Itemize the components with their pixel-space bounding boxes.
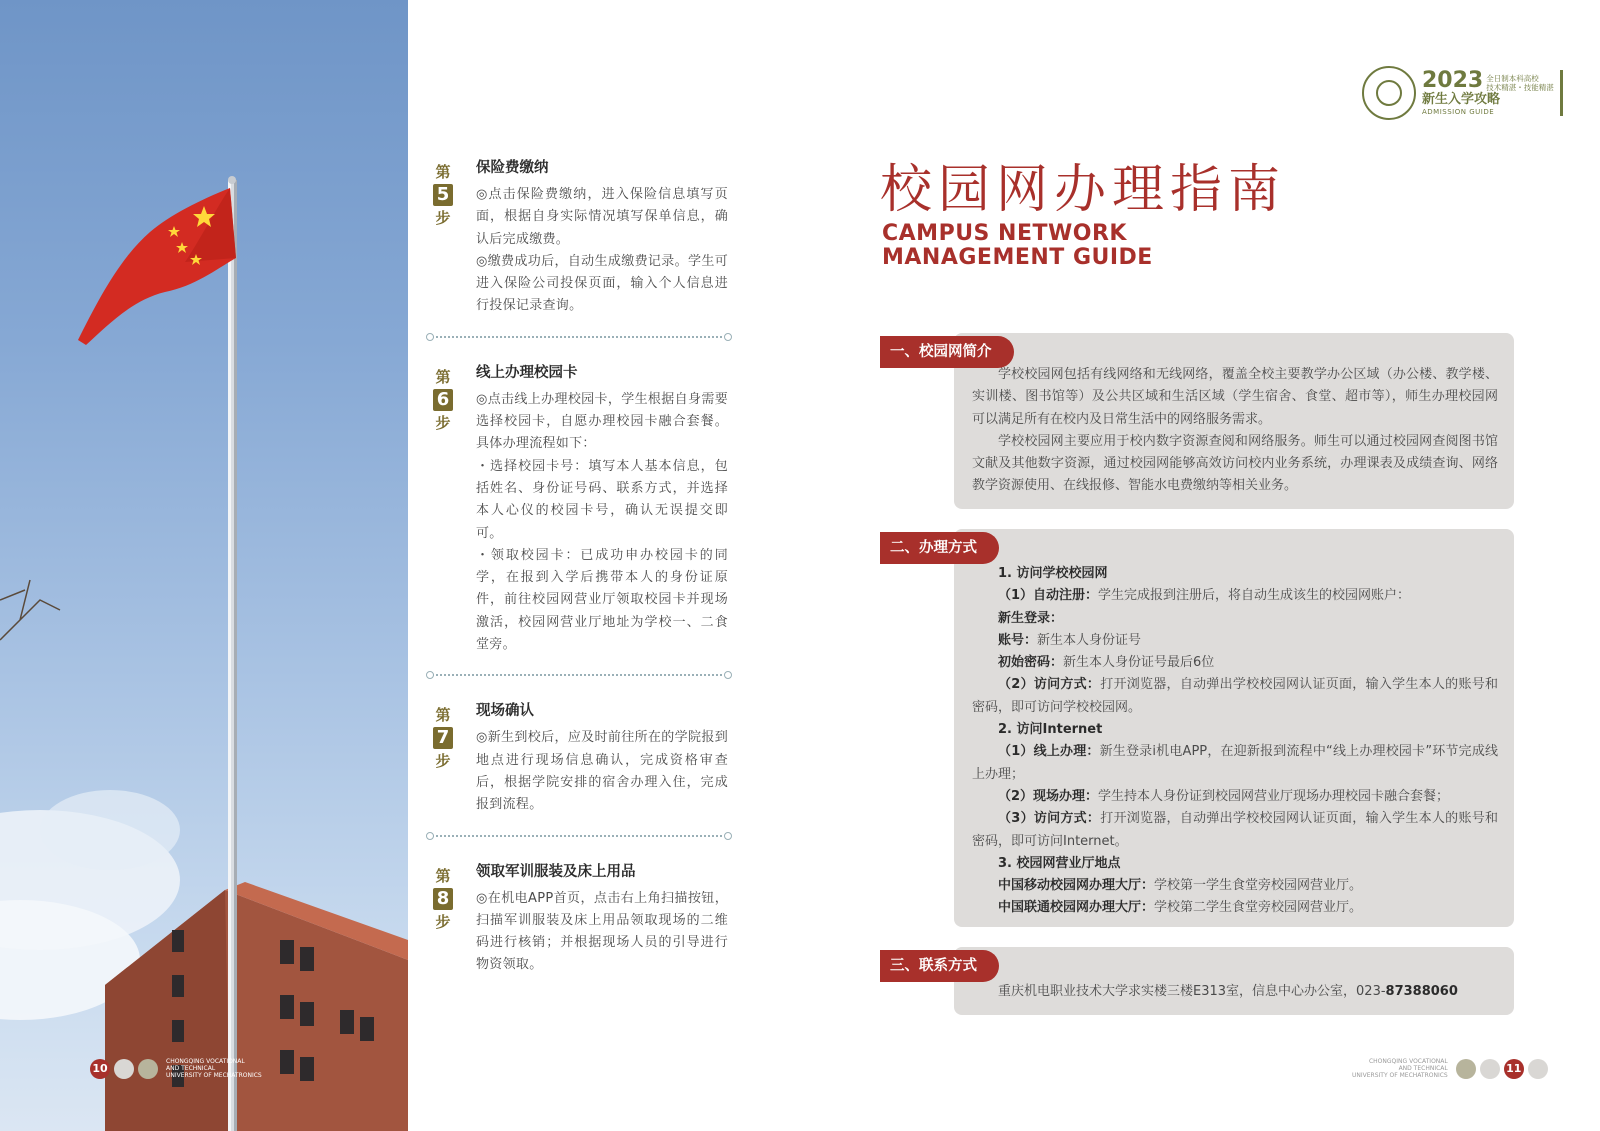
right-page-number: [1352, 1058, 1548, 1079]
flag-photo-illustration: [0, 0, 408, 1131]
step-number: 6: [433, 389, 453, 411]
step-tag: 第 5 步: [432, 162, 454, 228]
steps-column: [432, 158, 728, 977]
step-tag: 第 7 步: [432, 705, 454, 771]
brand-year: 2023: [1422, 68, 1484, 93]
brand-en: ADMISSION GUIDE: [1422, 108, 1495, 116]
university-name-en: CHONGQING VOCATIONAL AND TECHNICAL UNIVERSITY OF MECHATRONICS: [1352, 1058, 1448, 1079]
page-title: 校园网办理指南: [880, 160, 1287, 220]
flag-photo: [0, 0, 408, 1131]
step-8: [432, 862, 728, 977]
university-name-en: CHONGQING VOCATIONAL AND TECHNICAL UNIVERSITY OF MECHATRONICS: [166, 1058, 262, 1079]
page-number-badge: 10: [90, 1059, 110, 1079]
decor-dot: [138, 1059, 158, 1079]
decor-dot: [1480, 1059, 1500, 1079]
brand-cn: 新生入学攻略: [1422, 92, 1501, 107]
dotted-divider: [432, 835, 722, 838]
step-7: [432, 701, 728, 816]
page-subtitle: CAMPUS NETWORK MANAGEMENT GUIDE: [882, 221, 1153, 270]
step-5: [432, 158, 728, 318]
dotted-divider: [432, 336, 722, 339]
step-title: 线上办理校园卡: [476, 364, 578, 381]
step-number: 8: [433, 888, 453, 910]
step-6: [432, 363, 728, 657]
step-number: 5: [433, 184, 453, 206]
step-tag: 第 8 步: [432, 866, 454, 932]
decor-dot: [114, 1059, 134, 1079]
step-body: ◎点击线上办理校园卡，学生根据自身需要选择校园卡，自愿办理校园卡融合套餐。具体办理流程如下： ・选择校园卡号：填写本人基本信息，包括姓名、身份证号码、联系方式，并选择本人心仪的校园卡号，确认无误提交即可。 ・领取校园卡：已成功申办校园卡的同学，在报到入学后携带本人的身份证原件，前往校园网营业厅领取校园卡并现场激活，校园网营业厅地址为学校一、二食堂旁。: [476, 391, 728, 653]
brand-text: 2023 全日制本科高校 技术精湛・技能精湛 新生入学攻略 ADMISSION GUIDE: [1422, 70, 1563, 116]
page-number-badge: 11: [1504, 1059, 1524, 1079]
university-seal-icon: [1362, 66, 1416, 120]
intro-section: 学校校园网包括有线网络和无线网络，覆盖全校主要教学办公区域（办公楼、教学楼、实训楼、图书馆等）及公共区域和生活区域（学生宿舍、食堂、超市等），师生办理校园网可以满足所有在校内及日常生活中的网络服务需求。 学校校园网主要应用于校内数字资源查阅和网络服务。师生可以通过校园网查阅图书馆文献及其他数字资源，通过校园网能够高效访问校内业务系统，办理课表及成绩查询、网络教学资源使用、在线报修、智能水电费缴纳等相关业务。: [954, 333, 1514, 509]
step-title: 保险费缴纳: [476, 160, 549, 176]
step-title: 现场确认: [476, 703, 534, 720]
step-tag: 第 6 步: [432, 367, 454, 433]
section-label-methods: 二、办理方式: [880, 532, 999, 564]
contact-section: 重庆机电职业技术大学求实楼三楼E313室，信息中心办公室，023-87388060: [954, 947, 1514, 1015]
step-title: 领取军训服装及床上用品: [476, 863, 636, 880]
step-body: ◎新生到校后，应及时前往所在的学院报到地点进行现场信息确认，完成资格审查后，根据学院安排的宿舍办理入住，完成报到流程。: [476, 730, 728, 813]
step-body: ◎在机电APP首页，点击右上角扫描按钮，扫描军训服装及床上用品领取现场的二维码进行核销；并根据现场人员的引导进行物资领取。: [476, 890, 728, 973]
section-label-contact: 三、联系方式: [880, 950, 999, 982]
section-label-intro: 一、校园网简介: [880, 336, 1014, 368]
contact-phone: 87388060: [1385, 984, 1458, 999]
brand-logo: [1362, 66, 1563, 120]
dotted-divider: [432, 674, 722, 677]
left-page-number: [90, 1058, 262, 1079]
decor-dot: [1528, 1059, 1548, 1079]
step-number: 7: [433, 727, 453, 749]
methods-section: 1. 访问学校校园网 （1）自动注册：学生完成报到注册后，将自动生成该生的校园网账户： 新生登录： 账号：新生本人身份证号 初始密码：新生本人身份证号最后6位 （2）访问方式：打开浏览器，自动弹出学校校园网认证页面，输入学生本人的账号和密码，即可访问学校校园网。 2. 访问Internet （1）线上办理：新生登录i机电APP，在迎新报到流程中“线上办理校园卡”环节完成线上办理； （2）现场办理：学生持本人身份证到校园网营业厅现场办理校园卡融合套餐； （3）访问方式：打开浏览器，自动弹出学校校园网认证页面，输入学生本人的账号和密码，即可访问Internet。 3. 校园网营业厅地点 中国移动校园网办理大厅：学校第一学生食堂旁校园网营业厅。 中国联通校园网办理大厅：学校第二学生食堂旁校园网营业厅。: [954, 529, 1514, 927]
step-body: ◎点击保险费缴纳，进入保险信息填写页面，根据自身实际情况填写保单信息，确认后完成缴费。 ◎缴费成功后，自动生成缴费记录。学生可进入保险公司投保页面，输入个人信息进行投保记录查询。: [476, 187, 728, 314]
decor-dot: [1456, 1059, 1476, 1079]
